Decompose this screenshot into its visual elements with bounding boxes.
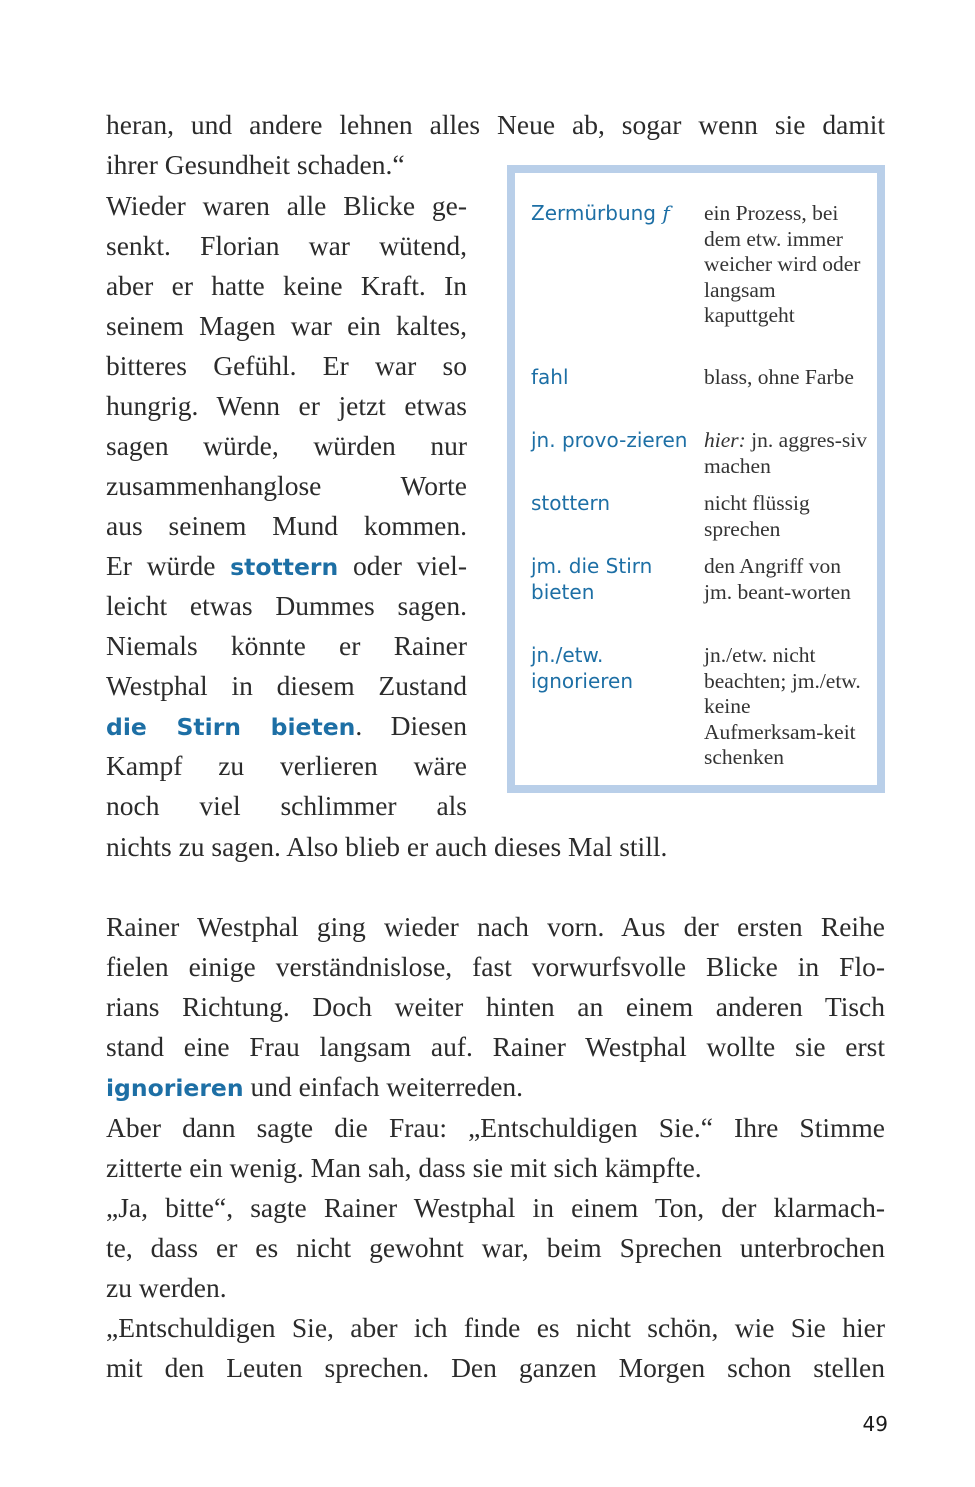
text-line: „Ja, bitte“, sagte Rainer Westphal in einem Ton, der klarmach-	[106, 1192, 885, 1223]
keyword-ignorieren: ignorieren	[106, 1074, 244, 1102]
glossary-definition: jn./etw. nicht beachten; jm./etw. keine Aufmerksam-keit schenken	[704, 643, 861, 769]
text-line: Westphal in diesem Zustand	[106, 670, 467, 701]
text-line: Wieder waren alle Blicke ge-	[106, 190, 467, 221]
text-line: aber er hatte keine Kraft. In	[106, 270, 467, 301]
glossary-term: stottern	[531, 491, 611, 515]
glossary-definition: hier: jn. aggres-siv machen	[704, 428, 868, 478]
glossary-term: jn. provo-zieren	[531, 428, 688, 452]
text-line: ihrer Gesundheit schaden.“	[106, 149, 405, 180]
definition-prefix: hier:	[704, 428, 746, 452]
gender-marker: f	[662, 201, 670, 225]
text-line: senkt. Florian war wütend,	[106, 230, 467, 261]
glossary-definition: den Angriff von jm. beant-worten	[704, 554, 851, 604]
text-fragment: . Diesen	[355, 710, 467, 741]
glossary-term: jn./etw. ignorieren	[531, 643, 634, 693]
text-line: noch viel schlimmer als	[106, 790, 467, 821]
glossary-box	[507, 165, 885, 793]
text-fragment: und einfach weiterreden.	[243, 1071, 524, 1102]
text-fragment: oder viel-	[338, 550, 467, 581]
text-line: fielen einige verständnislose, fast vorwurfsvolle Blicke in Flo-	[106, 951, 885, 982]
text-line: hungrig. Wenn er jetzt etwas	[106, 390, 467, 421]
text-fragment: Er würde	[106, 550, 231, 581]
text-line: mit den Leuten sprechen. Den ganzen Morgen schon stellen	[106, 1352, 885, 1383]
text-line: Rainer Westphal ging wieder nach vorn. Aus der ersten Reihe	[106, 911, 885, 942]
keyword-stirn-bieten: die Stirn bieten	[106, 713, 356, 741]
text-line: leicht etwas Dummes sagen.	[106, 590, 467, 621]
text-line: aus seinem Mund kommen.	[106, 510, 467, 541]
text-line: rians Richtung. Doch weiter hinten an einem anderen Tisch	[106, 991, 885, 1022]
text-line: Aber dann sagte die Frau: „Entschuldigen Sie.“ Ihre Stimme	[106, 1112, 885, 1143]
text-line: Niemals könnte er Rainer	[106, 630, 467, 661]
text-line-stottern	[106, 546, 467, 587]
text-line: sagen würde, würden nur	[106, 430, 467, 461]
text-line: stand eine Frau langsam auf. Rainer Westphal wollte sie erst	[106, 1031, 885, 1062]
text-line: heran, und andere lehnen alles Neue ab, sogar wenn sie damit	[106, 109, 885, 140]
text-line: zusammenhanglose Worte	[106, 470, 467, 501]
text-line: zu werden.	[106, 1272, 227, 1303]
text-line-ignorieren	[106, 1067, 885, 1108]
text-line-stirn	[106, 706, 467, 747]
glossary-term: jm. die Stirn bieten	[531, 554, 653, 604]
glossary-term: fahl	[531, 365, 569, 389]
keyword-stottern: stottern	[230, 553, 339, 581]
text-line: nichts zu sagen. Also blieb er auch dieses Mal still.	[106, 831, 668, 862]
text-line: bitteres Gefühl. Er war so	[106, 350, 467, 381]
text-line: Kampf zu verlieren wäre	[106, 750, 467, 781]
page-number: 49	[862, 1412, 888, 1436]
glossary-term: Zermürbung f	[531, 201, 670, 225]
glossary-definition: blass, ohne Farbe	[704, 365, 854, 389]
text-line: „Entschuldigen Sie, aber ich finde es nicht schön, wie Sie hier	[106, 1312, 885, 1343]
text-line: seinem Magen war ein kaltes,	[106, 310, 467, 341]
glossary-definition: nicht flüssig sprechen	[704, 491, 810, 541]
text-line: zitterte ein wenig. Man sah, dass sie mit sich kämpfte.	[106, 1152, 702, 1183]
glossary-definition: ein Prozess, bei dem etw. immer weicher wird oder langsam kaputtgeht	[704, 201, 861, 327]
text-line: te, dass er es nicht gewohnt war, beim Sprechen unterbrochen	[106, 1232, 885, 1263]
